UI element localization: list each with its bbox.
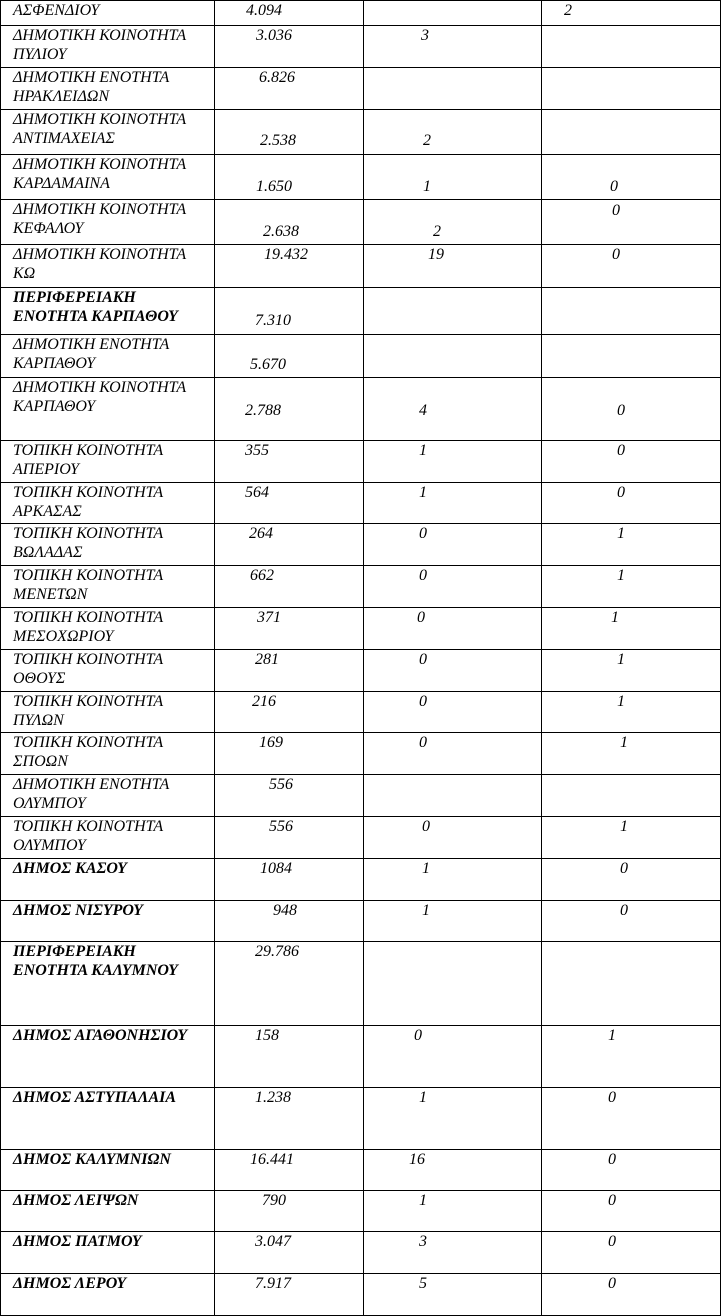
row-name-cell: ΔΗΜΟΣ ΝΙΣΥΡΟΥ bbox=[1, 901, 215, 942]
row-name-cell: ΔΗΜΟΣ ΑΓΑΘΟΝΗΣΙΟΥ bbox=[1, 1026, 215, 1088]
table-row bbox=[1, 524, 721, 566]
population-cell-value: 1084 bbox=[260, 860, 292, 877]
row-name-cell: ΤΟΠΙΚΗ ΚΟΙΝΟΤΗΤΑ ΟΘΟΥΣ bbox=[1, 650, 215, 692]
count-cell-value: 1 bbox=[422, 902, 430, 919]
count-cell-value: 3 bbox=[421, 27, 429, 44]
count-cell bbox=[364, 1274, 542, 1316]
table-row bbox=[1, 1150, 721, 1191]
population-cell-value: 564 bbox=[245, 484, 269, 501]
count-cell bbox=[364, 155, 542, 200]
population-cell bbox=[215, 817, 364, 859]
row-name-cell: ΤΟΠΙΚΗ ΚΟΙΝΟΤΗΤΑ ΑΡΚΑΣΑΣ bbox=[1, 483, 215, 524]
population-cell bbox=[215, 1088, 364, 1150]
population-cell bbox=[215, 775, 364, 817]
population-cell-value: 158 bbox=[255, 1027, 279, 1044]
flag-cell bbox=[542, 288, 721, 335]
row-name-cell: ΔΗΜΟΤΙΚΗ ΚΟΙΝΟΤΗΤΑ ΚΕΦΑΛΟΥ bbox=[1, 200, 215, 245]
flag-cell-value: 0 bbox=[612, 202, 620, 219]
flag-cell-value: 1 bbox=[617, 693, 625, 710]
population-cell-value: 6.826 bbox=[259, 69, 295, 86]
flag-cell bbox=[542, 524, 721, 566]
row-name-cell: ΔΗΜΟΤΙΚΗ ΚΟΙΝΟΤΗΤΑ ΑΝΤΙΜΑΧΕΙΑΣ bbox=[1, 110, 215, 155]
population-cell-value: 7.917 bbox=[255, 1275, 291, 1292]
population-cell bbox=[215, 245, 364, 288]
flag-cell bbox=[542, 1191, 721, 1232]
table-row bbox=[1, 155, 721, 200]
count-cell bbox=[364, 1088, 542, 1150]
count-cell bbox=[364, 441, 542, 483]
population-cell bbox=[215, 1, 364, 26]
population-cell-value: 2.538 bbox=[260, 132, 296, 149]
population-cell bbox=[215, 335, 364, 378]
count-cell-value: 1 bbox=[419, 484, 427, 501]
count-cell bbox=[364, 68, 542, 110]
table-row bbox=[1, 245, 721, 288]
row-name-cell: ΔΗΜΟΣ ΛΕΙΨΩΝ bbox=[1, 1191, 215, 1232]
count-cell bbox=[364, 775, 542, 817]
flag-cell bbox=[542, 378, 721, 441]
table-row bbox=[1, 1026, 721, 1088]
population-cell-value: 19.432 bbox=[264, 246, 308, 263]
row-name-cell: ΤΟΠΙΚΗ ΚΟΙΝΟΤΗΤΑ ΠΥΛΩΝ bbox=[1, 692, 215, 733]
row-name-cell: ΔΗΜΟΤΙΚΗ ΕΝΟΤΗΤΑ ΗΡΑΚΛΕΙΔΩΝ bbox=[1, 68, 215, 110]
flag-cell-value: 1 bbox=[617, 567, 625, 584]
table-row bbox=[1, 26, 721, 68]
row-name-cell: ΠΕΡΙΦΕΡΕΙΑΚΗ ΕΝΟΤΗΤΑ ΚΑΛΥΜΝΟΥ bbox=[1, 942, 215, 1026]
population-cell-value: 3.047 bbox=[255, 1233, 291, 1250]
population-cell-value: 371 bbox=[257, 609, 281, 626]
table-row bbox=[1, 901, 721, 942]
flag-cell-value: 0 bbox=[608, 1192, 616, 1209]
row-name-cell: ΤΟΠΙΚΗ ΚΟΙΝΟΤΗΤΑ ΜΕΣΟΧΩΡΙΟΥ bbox=[1, 608, 215, 650]
flag-cell-value: 1 bbox=[611, 609, 619, 626]
row-name-cell: ΤΟΠΙΚΗ ΚΟΙΝΟΤΗΤΑ ΜΕΝΕΤΩΝ bbox=[1, 566, 215, 608]
flag-cell bbox=[542, 650, 721, 692]
count-cell bbox=[364, 335, 542, 378]
population-cell-value: 1.238 bbox=[255, 1089, 291, 1106]
count-cell-value: 1 bbox=[423, 178, 431, 195]
flag-cell bbox=[542, 1274, 721, 1316]
table-row bbox=[1, 859, 721, 901]
flag-cell bbox=[542, 26, 721, 68]
flag-cell bbox=[542, 775, 721, 817]
flag-cell-value: 0 bbox=[608, 1089, 616, 1106]
count-cell-value: 2 bbox=[423, 132, 431, 149]
flag-cell bbox=[542, 901, 721, 942]
count-cell bbox=[364, 901, 542, 942]
flag-cell-value: 0 bbox=[612, 246, 620, 263]
population-cell bbox=[215, 200, 364, 245]
count-cell bbox=[364, 26, 542, 68]
flag-cell bbox=[542, 1026, 721, 1088]
flag-cell bbox=[542, 483, 721, 524]
count-cell-value: 0 bbox=[419, 525, 427, 542]
flag-cell bbox=[542, 692, 721, 733]
table-row bbox=[1, 775, 721, 817]
count-cell-value: 1 bbox=[419, 1192, 427, 1209]
count-cell bbox=[364, 524, 542, 566]
population-cell bbox=[215, 1274, 364, 1316]
table-row bbox=[1, 288, 721, 335]
count-cell bbox=[364, 288, 542, 335]
table-row bbox=[1, 1191, 721, 1232]
population-cell bbox=[215, 26, 364, 68]
population-cell-value: 556 bbox=[269, 776, 293, 793]
population-cell-value: 2.638 bbox=[263, 223, 299, 240]
count-cell-value: 3 bbox=[419, 1233, 427, 1250]
flag-cell bbox=[542, 110, 721, 155]
count-cell bbox=[364, 733, 542, 775]
population-cell bbox=[215, 942, 364, 1026]
count-cell bbox=[364, 200, 542, 245]
count-cell bbox=[364, 1026, 542, 1088]
count-cell-value: 5 bbox=[419, 1275, 427, 1292]
row-name-cell: ΤΟΠΙΚΗ ΚΟΙΝΟΤΗΤΑ ΣΠΟΩΝ bbox=[1, 733, 215, 775]
population-cell bbox=[215, 68, 364, 110]
population-cell bbox=[215, 733, 364, 775]
flag-cell bbox=[542, 817, 721, 859]
table-row bbox=[1, 608, 721, 650]
count-cell bbox=[364, 1191, 542, 1232]
table-row bbox=[1, 483, 721, 524]
count-cell-value: 0 bbox=[414, 1027, 422, 1044]
flag-cell bbox=[542, 335, 721, 378]
flag-cell-value: 1 bbox=[608, 1027, 616, 1044]
table-row bbox=[1, 692, 721, 733]
flag-cell-value: 0 bbox=[608, 1151, 616, 1168]
count-cell-value: 4 bbox=[419, 402, 427, 419]
flag-cell-value: 0 bbox=[620, 860, 628, 877]
count-cell-value: 1 bbox=[419, 442, 427, 459]
population-cell bbox=[215, 859, 364, 901]
row-name-cell: ΔΗΜΟΤΙΚΗ ΚΟΙΝΟΤΗΤΑ ΚΩ bbox=[1, 245, 215, 288]
population-cell-value: 16.441 bbox=[250, 1151, 294, 1168]
table-row bbox=[1, 335, 721, 378]
table-row bbox=[1, 566, 721, 608]
count-cell bbox=[364, 1232, 542, 1274]
population-cell bbox=[215, 1191, 364, 1232]
population-cell bbox=[215, 483, 364, 524]
row-name-cell: ΔΗΜΟΣ ΑΣΤΥΠΑΛΑΙΑ bbox=[1, 1088, 215, 1150]
population-cell-value: 2.788 bbox=[245, 402, 281, 419]
count-cell-value: 0 bbox=[419, 567, 427, 584]
row-name-cell: ΔΗΜΟΣ ΠΑΤΜΟΥ bbox=[1, 1232, 215, 1274]
population-cell bbox=[215, 524, 364, 566]
count-cell bbox=[364, 692, 542, 733]
count-cell-value: 0 bbox=[422, 818, 430, 835]
flag-cell bbox=[542, 1088, 721, 1150]
flag-cell bbox=[542, 859, 721, 901]
count-cell-value: 2 bbox=[433, 223, 441, 240]
row-name-cell: ΤΟΠΙΚΗ ΚΟΙΝΟΤΗΤΑ ΒΩΛΑΔΑΣ bbox=[1, 524, 215, 566]
count-cell-value: 1 bbox=[419, 1089, 427, 1106]
count-cell-value: 2 bbox=[564, 2, 572, 19]
count-cell-value: 1 bbox=[422, 860, 430, 877]
flag-cell-value: 0 bbox=[610, 178, 618, 195]
flag-cell-value: 0 bbox=[617, 402, 625, 419]
flag-cell-value: 1 bbox=[620, 818, 628, 835]
count-cell-value: 0 bbox=[419, 651, 427, 668]
population-cell bbox=[215, 650, 364, 692]
table-row bbox=[1, 1, 721, 26]
population-cell bbox=[215, 441, 364, 483]
population-cell-value: 1.650 bbox=[256, 178, 292, 195]
count-cell bbox=[364, 1, 572, 26]
count-cell bbox=[364, 245, 542, 288]
table-row bbox=[1, 733, 721, 775]
population-cell-value: 3.036 bbox=[256, 27, 292, 44]
count-cell bbox=[364, 608, 542, 650]
row-name-cell: ΤΟΠΙΚΗ ΚΟΙΝΟΤΗΤΑ ΑΠΕΡΙΟΥ bbox=[1, 441, 215, 483]
count-cell bbox=[364, 650, 542, 692]
table-row bbox=[1, 110, 721, 155]
row-name-cell: ΑΣΦΕΝΔΙΟΥ bbox=[1, 1, 215, 26]
table-row bbox=[1, 441, 721, 483]
population-cell-value: 29.786 bbox=[255, 943, 299, 960]
population-cell bbox=[215, 378, 364, 441]
table-row bbox=[1, 650, 721, 692]
flag-cell bbox=[542, 566, 721, 608]
population-cell-value: 355 bbox=[245, 442, 269, 459]
flag-cell-value: 0 bbox=[617, 484, 625, 501]
table-row bbox=[1, 68, 721, 110]
count-cell bbox=[364, 942, 542, 1026]
population-cell-value: 5.670 bbox=[250, 356, 286, 373]
table-row bbox=[1, 1088, 721, 1150]
table-body bbox=[1, 1, 721, 1316]
population-cell-value: 216 bbox=[252, 693, 276, 710]
table-row bbox=[1, 942, 721, 1026]
row-name-cell: ΔΗΜΟΤΙΚΗ ΕΝΟΤΗΤΑ ΟΛΥΜΠΟΥ bbox=[1, 775, 215, 817]
population-cell bbox=[215, 608, 364, 650]
flag-cell bbox=[542, 733, 721, 775]
population-cell-value: 264 bbox=[249, 525, 273, 542]
population-cell-value: 948 bbox=[273, 902, 297, 919]
population-cell-value: 169 bbox=[259, 734, 283, 751]
population-cell-value: 7.310 bbox=[255, 312, 291, 329]
row-name-cell: ΔΗΜΟΤΙΚΗ ΚΟΙΝΟΤΗΤΑ ΠΥΛΙΟΥ bbox=[1, 26, 215, 68]
count-cell bbox=[364, 483, 542, 524]
count-cell bbox=[364, 110, 542, 155]
population-cell bbox=[215, 1026, 364, 1088]
count-cell bbox=[364, 859, 542, 901]
row-name-cell: ΔΗΜΟΤΙΚΗ ΚΟΙΝΟΤΗΤΑ ΚΑΡΠΑΘΟΥ bbox=[1, 378, 215, 441]
flag-cell-value: 1 bbox=[617, 525, 625, 542]
population-cell bbox=[215, 110, 364, 155]
flag-cell-value: 0 bbox=[608, 1233, 616, 1250]
flag-cell bbox=[542, 1150, 721, 1191]
table-row bbox=[1, 378, 721, 441]
population-cell-value: 281 bbox=[255, 651, 279, 668]
row-name-cell: ΠΕΡΙΦΕΡΕΙΑΚΗ ΕΝΟΤΗΤΑ ΚΑΡΠΑΘΟΥ bbox=[1, 288, 215, 335]
count-cell-value: 0 bbox=[419, 734, 427, 751]
flag-cell bbox=[542, 245, 721, 288]
population-cell-value: 556 bbox=[269, 818, 293, 835]
population-cell-value: 662 bbox=[250, 567, 274, 584]
flag-cell bbox=[542, 942, 721, 1026]
flag-cell bbox=[542, 1, 721, 26]
flag-cell-value: 0 bbox=[617, 442, 625, 459]
count-cell-value: 0 bbox=[417, 609, 425, 626]
flag-cell-value: 0 bbox=[608, 1275, 616, 1292]
count-cell bbox=[364, 378, 542, 441]
population-cell bbox=[215, 155, 364, 200]
population-cell bbox=[215, 566, 364, 608]
flag-cell bbox=[542, 68, 721, 110]
flag-cell bbox=[542, 608, 721, 650]
table-row bbox=[1, 1232, 721, 1274]
flag-cell bbox=[542, 200, 721, 245]
row-name-cell: ΔΗΜΟΣ ΚΑΛΥΜΝΙΩΝ bbox=[1, 1150, 215, 1191]
count-cell bbox=[364, 817, 542, 859]
row-name-cell: ΔΗΜΟΤΙΚΗ ΕΝΟΤΗΤΑ ΚΑΡΠΑΘΟΥ bbox=[1, 335, 215, 378]
table-row bbox=[1, 1274, 721, 1316]
count-cell-value: 0 bbox=[419, 693, 427, 710]
flag-cell bbox=[542, 441, 721, 483]
count-cell-value: 19 bbox=[428, 246, 444, 263]
flag-cell-value: 0 bbox=[620, 902, 628, 919]
row-name-cell: ΤΟΠΙΚΗ ΚΟΙΝΟΤΗΤΑ ΟΛΥΜΠΟΥ bbox=[1, 817, 215, 859]
table-row bbox=[1, 200, 721, 245]
flag-cell-value: 1 bbox=[617, 651, 625, 668]
table-row bbox=[1, 817, 721, 859]
row-name-cell: ΔΗΜΟΤΙΚΗ ΚΟΙΝΟΤΗΤΑ ΚΑΡΔΑΜΑΙΝΑ bbox=[1, 155, 215, 200]
population-cell bbox=[215, 692, 364, 733]
row-name-cell: ΔΗΜΟΣ ΛΕΡΟΥ bbox=[1, 1274, 215, 1316]
population-cell bbox=[215, 288, 364, 335]
population-cell bbox=[215, 901, 364, 942]
flag-cell-value: 1 bbox=[620, 734, 628, 751]
count-cell bbox=[364, 1150, 542, 1191]
population-cell-value: 790 bbox=[262, 1192, 286, 1209]
population-cell-value: 4.094 bbox=[246, 2, 282, 19]
count-cell bbox=[364, 566, 542, 608]
population-cell bbox=[215, 1150, 364, 1191]
flag-cell bbox=[542, 1232, 721, 1274]
count-cell-value: 16 bbox=[409, 1151, 425, 1168]
population-cell bbox=[215, 1232, 364, 1274]
row-name-cell: ΔΗΜΟΣ ΚΑΣΟΥ bbox=[1, 859, 215, 901]
flag-cell bbox=[542, 155, 721, 200]
